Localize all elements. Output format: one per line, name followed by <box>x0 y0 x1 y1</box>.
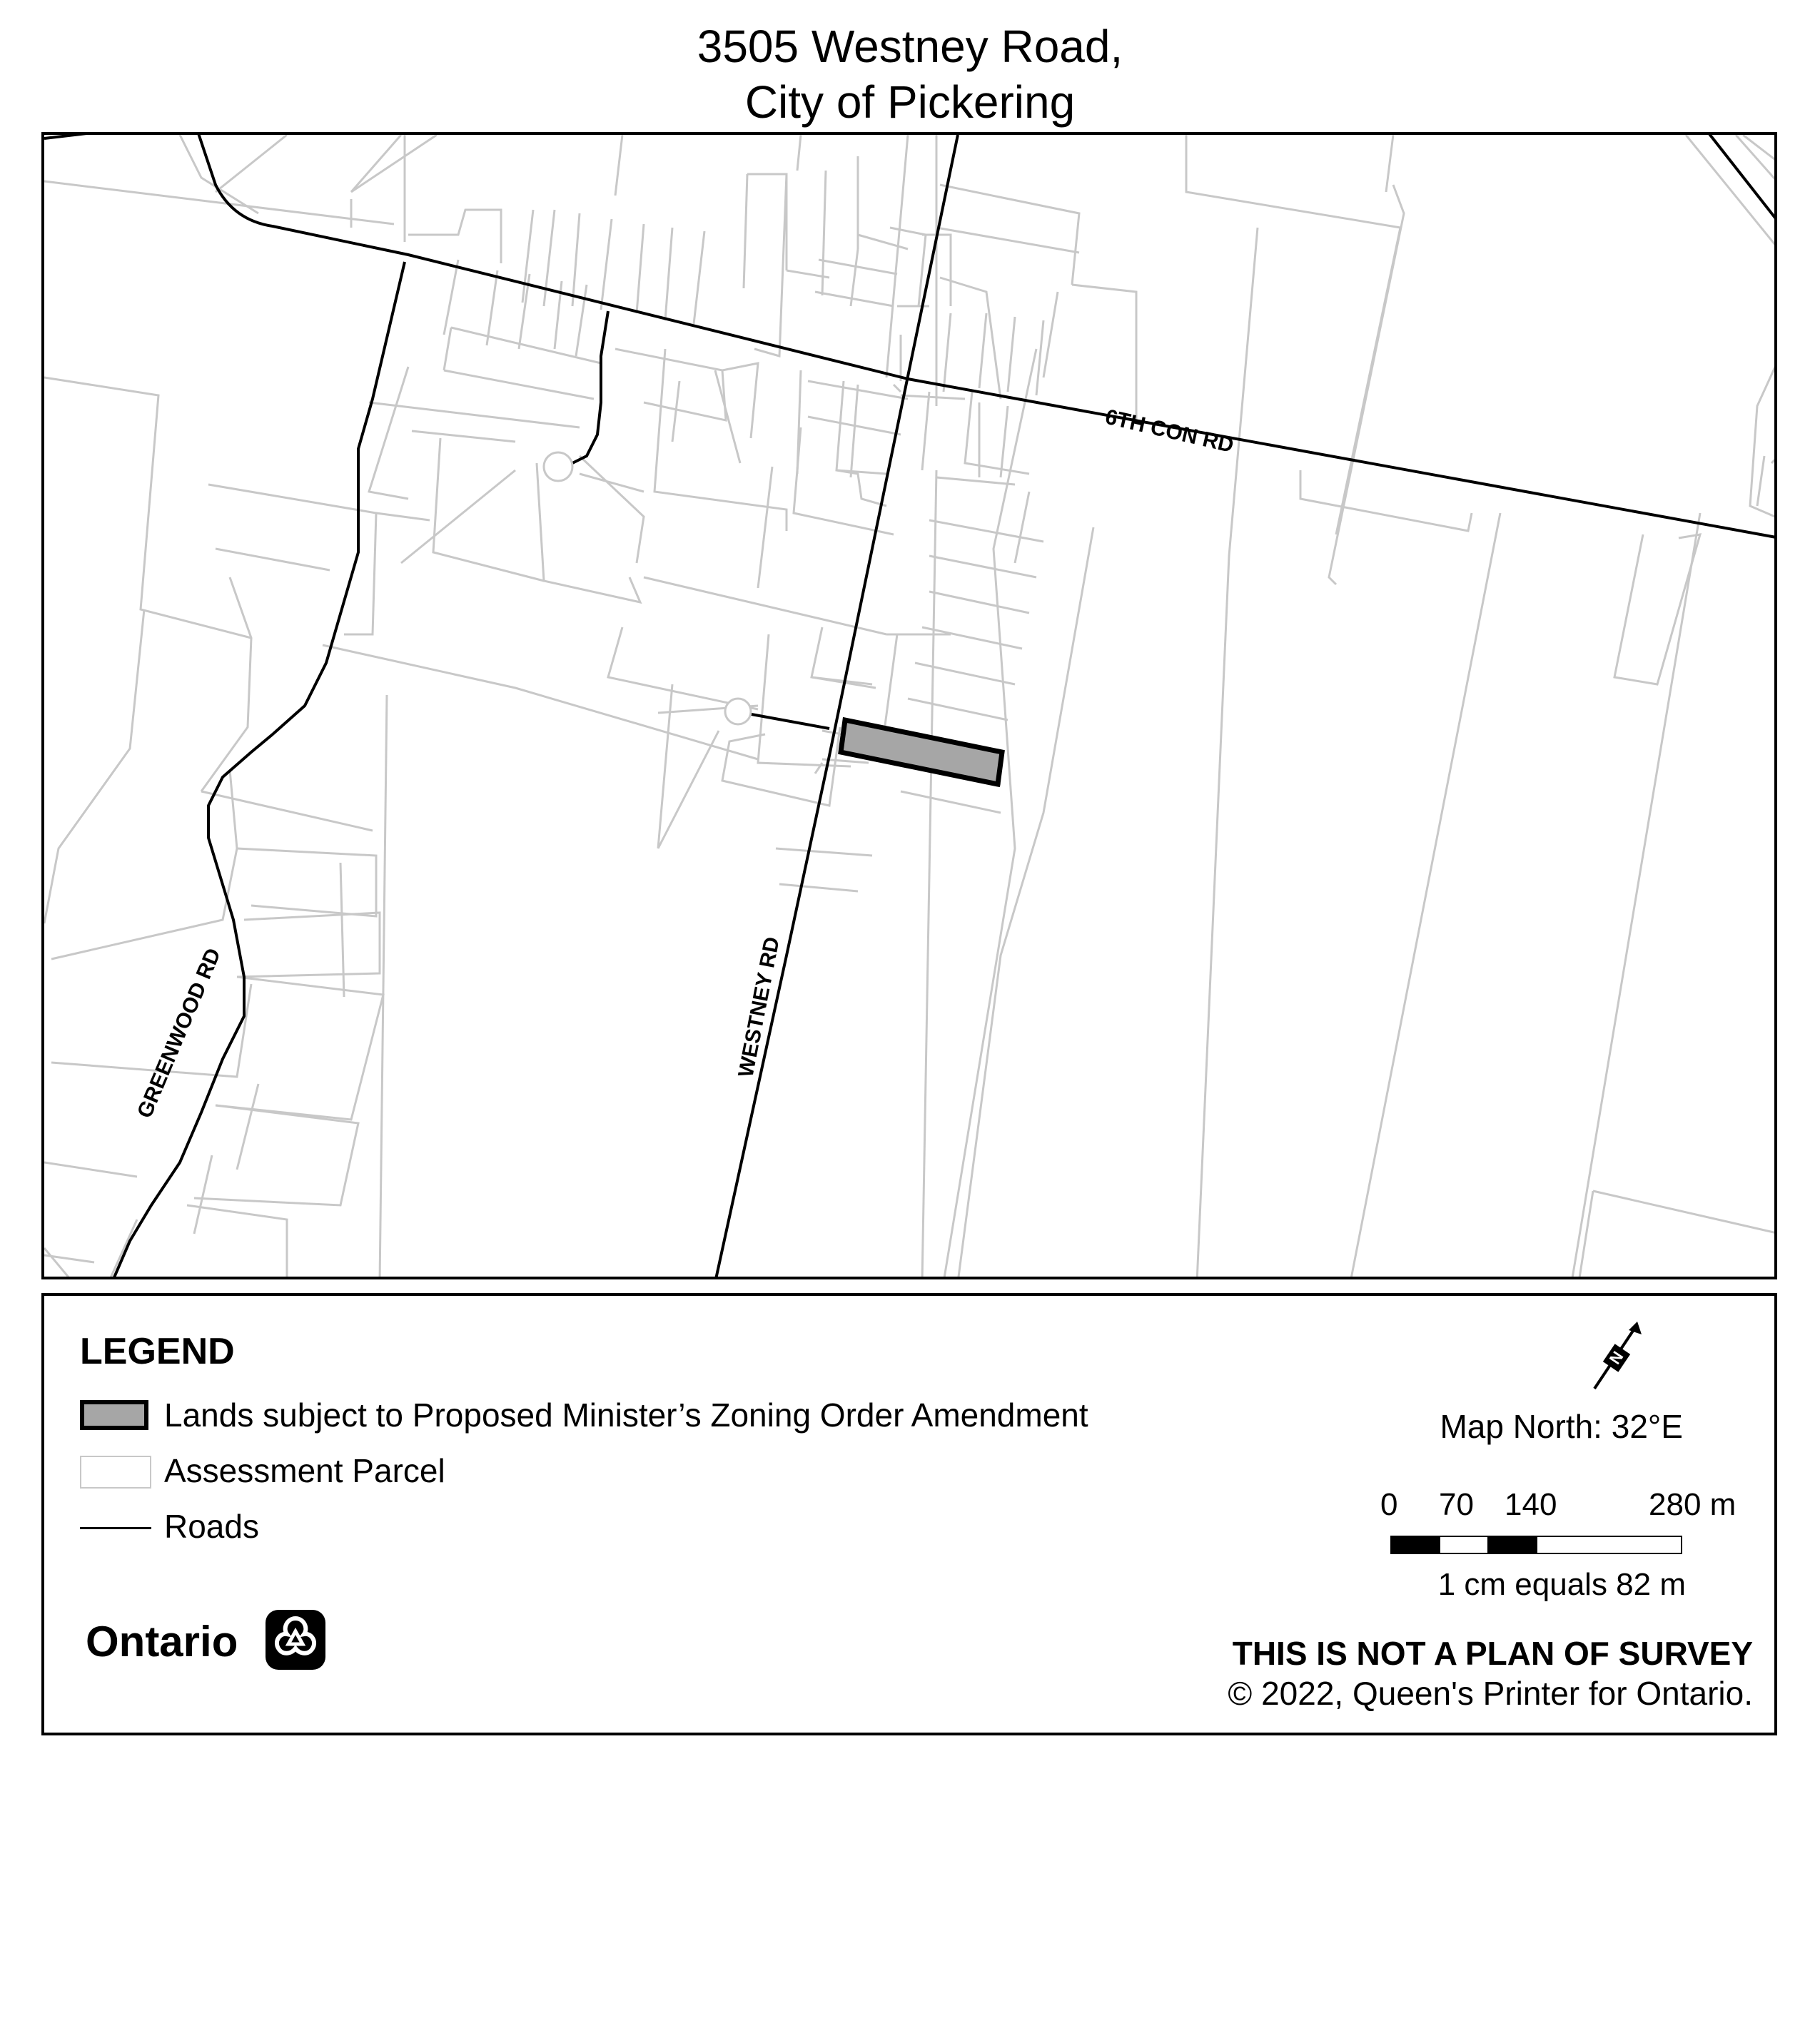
copyright-notice: © 2022, Queen's Printer for Ontario. <box>1228 1675 1753 1712</box>
subject-lands[interactable] <box>841 720 1002 784</box>
scale-tick-0: 0 <box>1380 1487 1398 1522</box>
legend-swatch-subject-lands <box>80 1400 148 1430</box>
survey-disclaimer: THIS IS NOT A PLAN OF SURVEY <box>1232 1635 1753 1672</box>
road-label-greenwood: GREENWOOD RD <box>133 945 226 1122</box>
map-title-line-2: City of Pickering <box>744 76 1076 128</box>
legend-label-assessment-parcel: Assessment Parcel <box>164 1452 445 1489</box>
scale-tick-70: 70 <box>1439 1487 1474 1522</box>
road-6th-con-rd <box>44 135 1777 538</box>
map-north-label: Map North: 32°E <box>1440 1408 1683 1445</box>
legend-label-roads: Roads <box>164 1508 259 1545</box>
road-ne-corner <box>1707 135 1777 224</box>
north-arrow-icon <box>1579 1317 1657 1396</box>
ontario-trillium-icon <box>266 1610 325 1670</box>
map-frame[interactable] <box>41 132 1777 1279</box>
map-canvas[interactable] <box>44 135 1777 1279</box>
road-cul-de-sac-north <box>558 311 608 470</box>
scale-caption: 1 cm equals 82 m <box>1437 1567 1686 1602</box>
road-cul-de-sac-south <box>744 713 829 729</box>
scale-tick-140: 140 <box>1505 1487 1557 1522</box>
legend-panel <box>41 1293 1777 1735</box>
ontario-wordmark: Ontario <box>86 1618 238 1665</box>
svg-text:N: N <box>1605 1348 1627 1368</box>
scale-bar <box>1390 1536 1683 1554</box>
legend-title: LEGEND <box>80 1331 235 1372</box>
road-label-westney: WESTNEY RD <box>734 935 784 1080</box>
legend-swatch-roads <box>80 1527 151 1529</box>
scale-tick-280: 280 m <box>1649 1487 1736 1522</box>
map-title-line-1: 3505 Westney Road, <box>697 21 1123 72</box>
legend-label-subject-lands: Lands subject to Proposed Minister’s Zoning Order Amendment <box>164 1396 1088 1434</box>
legend-swatch-assessment-parcel <box>80 1456 151 1489</box>
cul-de-sac-north <box>544 452 572 481</box>
road-label-6th-con: 6TH CON RD <box>1103 405 1236 458</box>
cul-de-sac-south <box>725 699 751 724</box>
